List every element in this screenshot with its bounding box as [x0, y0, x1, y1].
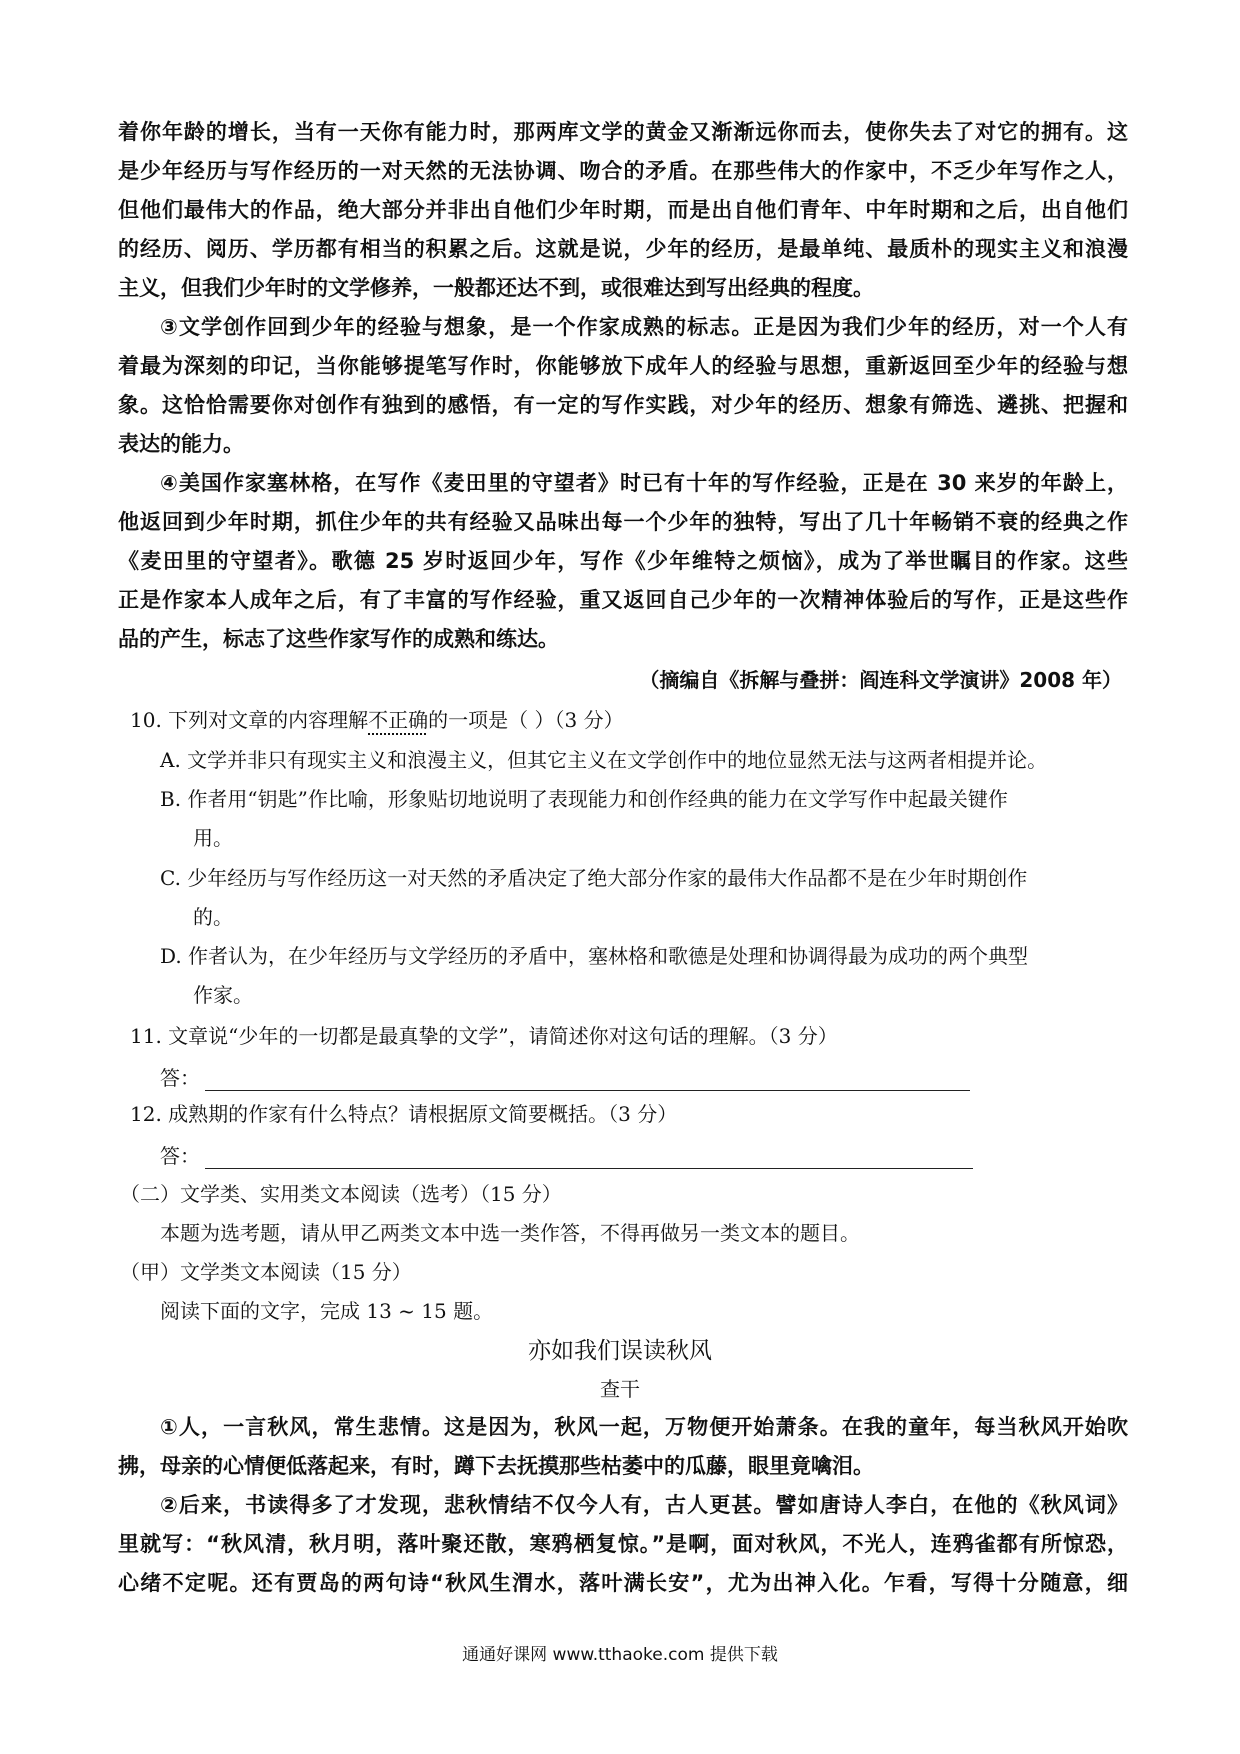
answer-line[interactable] — [205, 1168, 973, 1169]
text-line: 里就写：“秋风清，秋月明，落叶聚还散，寒鸦栖复惊。”是啊，面对秋风，不光人，连鸦雀都有所惊恐， — [118, 1532, 1128, 1556]
option-a: A. 文学并非只有现实主义和浪漫主义，但其它主义在文学创作中的地位显然无法与这两者相提并论。 — [160, 748, 1048, 772]
question-stem: 11. 文章说“少年的一切都是最真挚的文学”，请简述你对这句话的理解。（3 分） — [130, 1024, 838, 1048]
stem-part: 10. 下列对文章的内容理解 — [130, 708, 369, 732]
source-citation: （摘编自《拆解与叠拼：阎连科文学演讲》2008 年） — [639, 668, 1122, 692]
option-c: C. 少年经历与写作经历这一对天然的矛盾决定了绝大部分作家的最伟大作品都不是在少年时期创作 — [160, 866, 1028, 890]
text-line: ①人，一言秋风，常生悲情。这是因为，秋风一起，万物便开始萧条。在我的童年，每当秋风开始吹 — [160, 1415, 1128, 1439]
option-b: B. 作者用“钥匙”作比喻，形象贴切地说明了表现能力和创作经典的能力在文学写作中起最关键作 — [160, 787, 1008, 811]
text-line: 但他们最伟大的作品，绝大部分并非出自他们少年时期，而是出自他们青年、中年时期和之后，出自他们 — [118, 198, 1128, 222]
option-c-cont: 的。 — [193, 905, 233, 929]
text-line: 正是作家本人成年之后，有了丰富的写作经验，重又返回自己少年的一次精神体验后的写作，正是这些作 — [118, 588, 1128, 612]
option-d: D. 作者认为，在少年经历与文学经历的矛盾中，塞林格和歌德是处理和协调得最为成功的两个典型 — [160, 944, 1029, 968]
question-stem: 12. 成熟期的作家有什么特点？请根据原文简要概括。（3 分） — [130, 1102, 678, 1126]
option-d-cont: 作家。 — [193, 983, 253, 1007]
option-b-cont: 用。 — [193, 826, 233, 850]
text-line: 品的产生，标志了这些作家写作的成熟和练达。 — [118, 627, 559, 651]
article-author: 查干 — [600, 1377, 640, 1401]
text-line: 心绪不定呢。还有贾岛的两句诗“秋风生渭水，落叶满长安”，尤为出神入化。乍看，写得十分随意，细 — [118, 1571, 1128, 1595]
answer-label: 答： — [160, 1066, 200, 1090]
section-instruction: 本题为选考题，请从甲乙两类文本中选一类作答，不得再做另一类文本的题目。 — [160, 1221, 860, 1245]
stem-part: 的一项是（ ）（3 分） — [428, 708, 624, 732]
page-footer: 通通好课网 www.tthaoke.com 提供下载 — [462, 1645, 778, 1665]
text-line: 拂，母亲的心情便低落起来，有时，蹲下去抚摸那些枯萎中的瓜藤，眼里竟噙泪。 — [118, 1454, 874, 1478]
answer-label: 答： — [160, 1144, 200, 1168]
text-line: 的经历、阅历、学历都有相当的积累之后。这就是说，少年的经历，是最单纯、最质朴的现实主义和浪漫 — [118, 237, 1128, 261]
text-line: 象。这恰恰需要你对创作有独到的感悟，有一定的写作实践，对少年的经历、想象有筛选、遴挑、把握和 — [118, 393, 1128, 417]
emphasis-text: 不正确 — [368, 708, 429, 732]
text-line: 主义，但我们少年时的文学修养，一般都还达不到，或很难达到写出经典的程度。 — [118, 276, 874, 300]
sub-heading: （甲）文学类文本阅读（15 分） — [120, 1260, 412, 1284]
text-line: 《麦田里的守望者》。歌德 25 岁时返回少年，写作《少年维特之烦恼》，成为了举世瞩目的作家。这些 — [118, 549, 1128, 573]
text-line: 着最为深刻的印记，当你能够提笔写作时，你能够放下成年人的经验与思想，重新返回至少年的经验与想 — [118, 354, 1128, 378]
text-line: 着你年龄的增长，当有一天你有能力时，那两库文学的黄金又渐渐远你而去，使你失去了对它的拥有。这 — [118, 120, 1128, 144]
article-title: 亦如我们误读秋风 — [528, 1338, 712, 1364]
section-heading: （二）文学类、实用类文本阅读（选考）（15 分） — [120, 1182, 562, 1206]
text-line: ②后来，书读得多了才发现，悲秋情结不仅今人有，古人更甚。譬如唐诗人李白，在他的《秋风词》 — [160, 1493, 1128, 1517]
text-line: 表达的能力。 — [118, 432, 244, 456]
text-line: 是少年经历与写作经历的一对天然的无法协调、吻合的矛盾。在那些伟大的作家中，不乏少年写作之人， — [118, 159, 1128, 183]
question-stem — [130, 704, 624, 733]
answer-line[interactable] — [205, 1090, 970, 1091]
text-line: 他返回到少年时期，抓住少年的共有经验又品味出每一个少年的独特，写出了几十年畅销不衰的经典之作 — [118, 510, 1128, 534]
text-line: ③文学创作回到少年的经验与想象，是一个作家成熟的标志。正是因为我们少年的经历，对一个人有 — [160, 315, 1128, 339]
read-note: 阅读下面的文字，完成 13 ~ 15 题。 — [160, 1299, 494, 1323]
text-line: ④美国作家塞林格，在写作《麦田里的守望者》时已有十年的写作经验，正是在 30 来岁的年龄上， — [160, 471, 1128, 495]
